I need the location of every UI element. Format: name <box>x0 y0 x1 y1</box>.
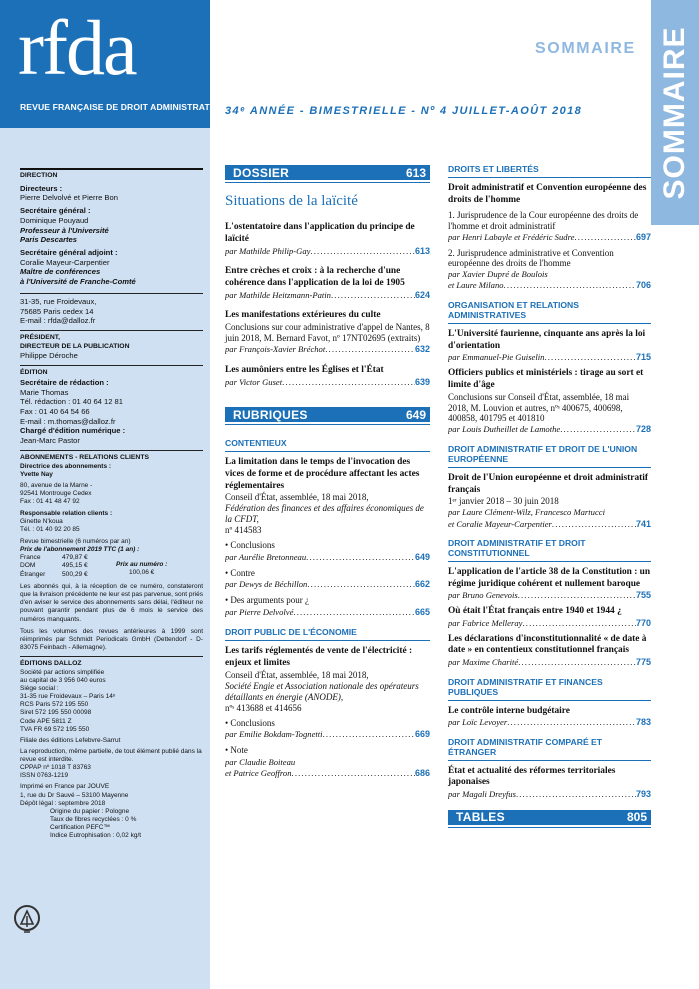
sg-name: Dominique Pouyaud <box>20 215 89 225</box>
article-ref: par Dewys de Béchillon . . . 662 <box>225 579 430 591</box>
article-title: État et actualité des réformes territoriales japonaises <box>448 765 616 788</box>
dalloz-line: TVA FR 69 572 195 550 <box>20 725 90 733</box>
dalloz-line: RCS Paris 572 195 550 <box>20 701 89 709</box>
price-table <box>20 554 203 579</box>
directeurs-label: Directeurs : <box>20 183 63 193</box>
article-ref: par Loïc Levoyer . . . 783 <box>448 717 651 729</box>
dalloz-line: Siège social : <box>20 685 59 693</box>
dalloz-imprime1: Imprimé en France par JOUVE <box>20 783 110 791</box>
address-line2: 75685 Paris cedex 14 <box>20 306 94 316</box>
abonnements-heading: ABONNEMENTS - RELATIONS CLIENTS <box>20 453 150 461</box>
logo-box <box>0 0 218 128</box>
rubriques-bar[interactable] <box>225 407 430 422</box>
dalloz-line: Société par actions simplifiée <box>20 668 105 676</box>
address-line1: 31-35, rue Froidevaux, <box>20 296 97 306</box>
toc-entry[interactable] <box>448 706 651 729</box>
page-number: 755 <box>635 590 651 601</box>
price-list <box>20 554 116 579</box>
editions-dalloz-section <box>20 656 203 840</box>
dossier-label: DOSSIER <box>233 165 290 180</box>
page-number: 706 <box>635 280 651 291</box>
toc-entry[interactable] <box>448 766 651 801</box>
dalloz-issn: ISSN 0763-1219 <box>20 772 69 780</box>
tables-label: TABLES <box>456 810 505 825</box>
dalloz-imprime2: 1, rue du Dr Sauvé – 53100 Mayenne <box>20 791 129 799</box>
abo-addr1: 80, avenue de la Marne - <box>20 481 93 489</box>
dalloz-line: au capital de 3 956 040 euros <box>20 676 106 684</box>
sga-name: Coralie Mayeur-Carpentier <box>20 257 110 267</box>
article-ref: par Emilie Bokdam-Tognetti . . . 669 <box>225 729 430 741</box>
section-heading-contentieux: CONTENTIEUX <box>225 439 430 452</box>
numerique-label: Chargé d'édition numérique : <box>20 426 126 436</box>
address-section <box>20 293 203 326</box>
edition-section <box>20 365 203 446</box>
section-heading-organisation: ORGANISATION ET RELATIONS ADMINISTRATIVES <box>448 301 651 324</box>
dalloz-heading: ÉDITIONS DALLOZ <box>20 660 82 668</box>
page-number: 770 <box>635 617 651 628</box>
toc-subentry[interactable] <box>225 745 430 780</box>
article-author-line: par Claudie Boiteau <box>225 756 296 767</box>
directrice-label: Directrice des abonnements : <box>20 462 112 470</box>
paper-taux: Taux de fibres recyclées : 0 % <box>50 815 137 823</box>
sommaire-vertical-label: SOMMAIRE <box>658 26 691 199</box>
dossier-bar[interactable] <box>225 165 430 180</box>
redaction-email: E-mail : m.thomas@dalloz.fr <box>20 416 116 426</box>
dalloz-line: Siret 572 195 550 00098 <box>20 709 92 717</box>
numerique-name: Jean-Marc Pastor <box>20 436 80 446</box>
dalloz-line: Code APE 5811 Z <box>20 717 72 725</box>
section-heading-droits-libertes: DROITS ET LIBERTÉS <box>448 165 651 178</box>
toc-subentry[interactable] <box>225 595 430 618</box>
prix-numero-block <box>116 554 167 579</box>
toc-entry[interactable] <box>225 266 430 301</box>
page-number: 741 <box>635 518 651 529</box>
price-row: France 479,87 € <box>20 553 88 561</box>
article-ref: et Laure Milano . . . 706 <box>448 280 651 292</box>
page-number: 649 <box>414 551 430 562</box>
responsable-tel: Tél. : 01 40 92 20 85 <box>20 526 80 534</box>
paper-certification: Certification PEFC™ <box>50 824 110 832</box>
edition-heading: ÉDITION <box>20 369 48 377</box>
sga-label: Secrétaire général adjoint : <box>20 248 118 257</box>
abo-fax: Fax : 01 41 48 47 92 <box>20 498 80 506</box>
article-desc: Conclusions sur Conseil d'État, assemblée, 18 mai 2018, M. Louvion et autres, nºˢ 400675, 400698, 400858, 401795 et 401810 <box>448 391 630 424</box>
article-ref: et Coralie Mayeur-Carpentier . . . 741 <box>448 519 651 531</box>
page-number: 728 <box>635 424 651 435</box>
toc-entry[interactable] <box>225 457 430 536</box>
article-ref: par Bruno Genevois . . . 755 <box>448 590 651 602</box>
logo-text: rfda <box>18 12 136 87</box>
article-title: Officiers publics et ministériels : tirage au sort et limite d'âge <box>448 368 644 390</box>
article-title: L'Université faurienne, cinquante ans après la loi d'orientation <box>448 328 646 351</box>
article-subtitle: 1. Jurisprudence de la Cour européenne des droits de l'homme et droit administratif <box>448 210 639 232</box>
section-heading-finances: DROIT ADMINISTRATIF ET FINANCES PUBLIQUES <box>448 678 651 701</box>
article-title: Le contrôle interne budgétaire <box>448 705 570 716</box>
page-number: 783 <box>635 717 651 728</box>
toc-entry[interactable] <box>448 634 651 669</box>
article-ref: par Fabrice Melleray . . . 770 <box>448 618 651 630</box>
article-author-line: par Xavier Dupré de Boulois <box>448 269 548 280</box>
page-number: 662 <box>414 579 430 590</box>
dalloz-cppap: CPPAP nº 1018 T 83763 <box>20 764 91 772</box>
article-title: Les tarifs réglementés de vente de l'électricité : enjeux et limites <box>225 646 413 668</box>
article-title: L'ostentatoire dans l'application du principe de laïcité <box>225 222 415 244</box>
dossier-page: 613 <box>405 165 426 180</box>
article-desc: Conseil d'État, assemblée, 18 mai 2018, <box>225 669 369 680</box>
sg-label: Secrétaire général : <box>20 206 91 216</box>
direction-heading: DIRECTION <box>20 172 58 179</box>
logo-subtitle: REVUE FRANÇAISE DE DROIT ADMINISTRATIF <box>20 102 218 112</box>
article-ref: par François-Xavier Bréchot . . . 632 <box>225 344 430 356</box>
toc-entry[interactable] <box>448 368 651 436</box>
bullet-label: • Conclusions <box>225 540 430 552</box>
article-author-line: par Laure Clément-Wilz, Francesco Martucci <box>448 507 605 518</box>
pefc-recycle-icon <box>12 903 42 935</box>
president-heading2: DIRECTEUR DE LA PUBLICATION <box>20 342 130 350</box>
redaction-fax: Fax : 01 40 64 54 66 <box>20 406 90 416</box>
directrice-name: Yvette Nay <box>20 470 53 478</box>
responsable-name: Ginette N'koua <box>20 518 63 526</box>
sg-title-1: Professeur à l'Université <box>20 225 109 235</box>
page-number: 632 <box>414 344 430 355</box>
sga-title-2: à l'Université de Franche-Comté <box>20 277 136 287</box>
section-heading-droit-ue: DROIT ADMINISTRATIF ET DROIT DE L'UNION EUROPÉENNE <box>448 445 651 468</box>
article-ref: par Magali Dreyfus . . . 793 <box>448 789 651 801</box>
article-ref: par Victor Guset . . . 639 <box>225 377 430 389</box>
toc-entry[interactable] <box>448 606 651 629</box>
price-row: DOM 495,15 € <box>20 562 88 570</box>
address-email: E-mail : rfda@dalloz.fr <box>20 316 96 326</box>
article-title: Droit administratif et Convention européenne des droits de l'homme <box>448 182 647 205</box>
abonnements-section <box>20 450 203 652</box>
divider <box>225 424 430 425</box>
bullet-label: • Des arguments pour ¿ <box>225 595 430 607</box>
divider <box>225 182 430 183</box>
article-ref: par Maxime Charité . . . 775 <box>448 657 651 669</box>
toc-subentry[interactable] <box>225 718 430 741</box>
article-desc: nº 414583 <box>225 525 262 536</box>
secretaire-redaction: Marie Thomas <box>20 387 69 397</box>
section-heading-compare: DROIT ADMINISTRATIF COMPARÉ ET ÉTRANGER <box>448 738 651 761</box>
article-ref: par Emmanuel-Pie Guiselin . . . 715 <box>448 352 651 364</box>
article-ref: par Louis Dutheillet de Lamothe . . . 728 <box>448 424 651 436</box>
toc-entry[interactable] <box>448 248 651 292</box>
abo-para1: Les abonnés qui, à la réception de ce numéro, constateront que la livraison précédente ne leur est pas parvenue, sont priés d'en aviser le service des abonnements sans délai, l'éditeur ne pouvant garantir pendant plus de 6 mois le service des numéros manquants. <box>20 583 203 623</box>
sommaire-vertical-tab <box>651 0 699 225</box>
article-ref: par Henri Labayle et Frédéric Sudre . . . 697 <box>448 232 651 244</box>
paper-info <box>20 808 203 841</box>
article-ref: par Mathilde Heitzmann-Patin . . . 624 <box>225 290 430 302</box>
article-title: L'application de l'article 38 de la Constitution : un régime juridique cohérent et nullement baroque <box>448 566 651 589</box>
prix-label: Prix de l'abonnement 2019 TTC (1 an) : <box>20 545 140 553</box>
article-desc: nºˢ 413688 et 414656 <box>225 702 302 713</box>
prix-numero-label: Prix au numéro : <box>116 560 168 568</box>
bullet-label: • Conclusions <box>225 718 430 730</box>
secretaire-redaction-label: Secrétaire de rédaction : <box>20 377 109 387</box>
article-ref: par Pierre Delvolvé . . . 665 <box>225 607 430 619</box>
paper-indice: Indice Eutrophisation : 0,02 kg/t <box>50 832 142 840</box>
toc-subentry[interactable] <box>225 540 430 563</box>
article-title: Les aumôniers entre les Églises et l'État <box>225 364 384 375</box>
section-heading-constitutionnel: DROIT ADMINISTRATIF ET DROIT CONSTITUTIONNEL <box>448 539 651 562</box>
toc-entry[interactable] <box>448 473 651 530</box>
page-number: 669 <box>414 729 430 740</box>
rubriques-page: 649 <box>405 407 426 422</box>
dalloz-reproduction: La reproduction, même partielle, de tout élément publié dans la revue est interdite. <box>20 747 202 764</box>
sg-title-2: Paris Descartes <box>20 235 77 245</box>
article-desc: 1ᵉʳ janvier 2018 – 30 juin 2018 <box>448 496 559 507</box>
article-title: La limitation dans le temps de l'invocation des vices de forme et de procédure affectant les actes réglementaires <box>225 457 420 491</box>
page-number: 686 <box>414 767 430 778</box>
toc-entry[interactable] <box>225 365 430 388</box>
article-desc-italic: Société Engie et Association nationale des opérateurs détaillants en énergie (ANODE), <box>225 680 419 702</box>
sommaire-title: SOMMAIRE <box>535 40 636 57</box>
dalloz-line: 31-35 rue Froidevaux – Paris 14ᵉ <box>20 693 116 701</box>
abo-addr2: 92541 Montrouge Cedex <box>20 489 92 497</box>
toc-entry[interactable] <box>448 329 651 364</box>
article-title: Les manifestations extérieures du culte <box>225 310 381 321</box>
directeurs: Pierre Delvolvé et Pierre Bon <box>20 193 118 203</box>
page-number: 665 <box>414 606 430 617</box>
revue-line: Revue bimestrielle (6 numéros par an) <box>20 537 131 545</box>
page-number: 613 <box>414 245 430 256</box>
article-subtitle: 2. Jurisprudence administrative et Convention européenne des droits de l'homme <box>448 247 614 269</box>
article-ref: par Aurélie Bretonneau . . . 649 <box>225 552 430 564</box>
article-desc: Conclusions sur cour administrative d'appel de Nantes, 8 juin 2018, M. Bernard Favot, nº 17NT02695 (extraits) <box>225 322 430 344</box>
president-heading1: PRÉSIDENT, <box>20 334 61 342</box>
dalloz-depot: Dépôt légal : septembre 2018 <box>20 799 106 807</box>
masthead-column <box>0 128 210 989</box>
abo-para2: Tous les volumes des revues antérieures à 1999 sont réimprimés par Schmidt Periodicals GmbH (Dettendorf - D-83075 Feinbach - Allemagne). <box>20 627 203 651</box>
redaction-tel: Tél. rédaction : 01 40 64 12 81 <box>20 397 124 407</box>
toc-subentry[interactable] <box>225 568 430 591</box>
middle-column <box>225 165 430 783</box>
page-number: 715 <box>635 352 651 363</box>
right-column <box>448 165 651 828</box>
dossier-title: Situations de la laïcité <box>225 193 358 209</box>
page-number: 697 <box>635 231 651 242</box>
president-section <box>20 330 203 361</box>
toc-entry[interactable] <box>448 210 651 243</box>
bullet-label: • Contre <box>225 568 430 580</box>
page-number: 639 <box>414 376 430 387</box>
article-title: Où était l'État français entre 1940 et 1944 ¿ <box>448 606 622 617</box>
page-number: 624 <box>414 289 430 300</box>
direction-section <box>20 168 203 287</box>
article-title: Les déclarations d'inconstitutionnalité « de date à date » en contentieux constitutionnel français <box>448 633 647 656</box>
article-title: Droit de l'Union européenne et droit administratif français <box>448 472 648 495</box>
section-heading-economie: DROIT PUBLIC DE L'ÉCONOMIE <box>225 628 430 641</box>
price-row: Étranger 500,29 € <box>20 570 88 578</box>
tables-page: 805 <box>626 810 647 825</box>
masthead <box>20 168 203 844</box>
toc-entry[interactable] <box>225 222 430 257</box>
paper-origine: Origine du papier : Pologne <box>50 807 130 815</box>
dalloz-filiale: Filiale des éditions Lefebvre-Sarrut <box>20 736 121 744</box>
rfda-logo <box>18 12 193 87</box>
responsable-label: Responsable relation clients : <box>20 510 113 518</box>
page-number: 793 <box>635 789 651 800</box>
article-ref: et Patrice Geoffron . . . 686 <box>225 768 430 780</box>
divider <box>448 827 651 828</box>
toc-entry[interactable] <box>225 310 430 355</box>
article-title: Entre crèches et croix : à la recherche d'une cohérence dans l'application de la loi de 1905 <box>225 266 405 288</box>
sga-title-1: Maître de conférences <box>20 267 101 277</box>
prix-numero: 100,06 € <box>128 568 155 576</box>
issue-line: 34ᵉ ANNÉE - BIMESTRIELLE - Nº 4 JUILLET-AOÛT 2018 <box>225 105 583 117</box>
rubriques-label: RUBRIQUES <box>233 407 308 422</box>
bullet-label: • Note <box>225 745 430 757</box>
toc-entry[interactable] <box>448 567 651 602</box>
toc-entry[interactable] <box>225 646 430 713</box>
article-ref: par Mathilde Philip-Gay . . . 613 <box>225 246 430 258</box>
president-name: Philippe Déroche <box>20 351 78 361</box>
article-desc: Conseil d'État, assemblée, 18 mai 2018, <box>225 492 369 503</box>
tables-bar[interactable] <box>448 810 651 825</box>
article-desc-italic: Fédération des finances et des affaires économiques de la CFDT, <box>225 503 424 525</box>
page-number: 775 <box>635 657 651 668</box>
